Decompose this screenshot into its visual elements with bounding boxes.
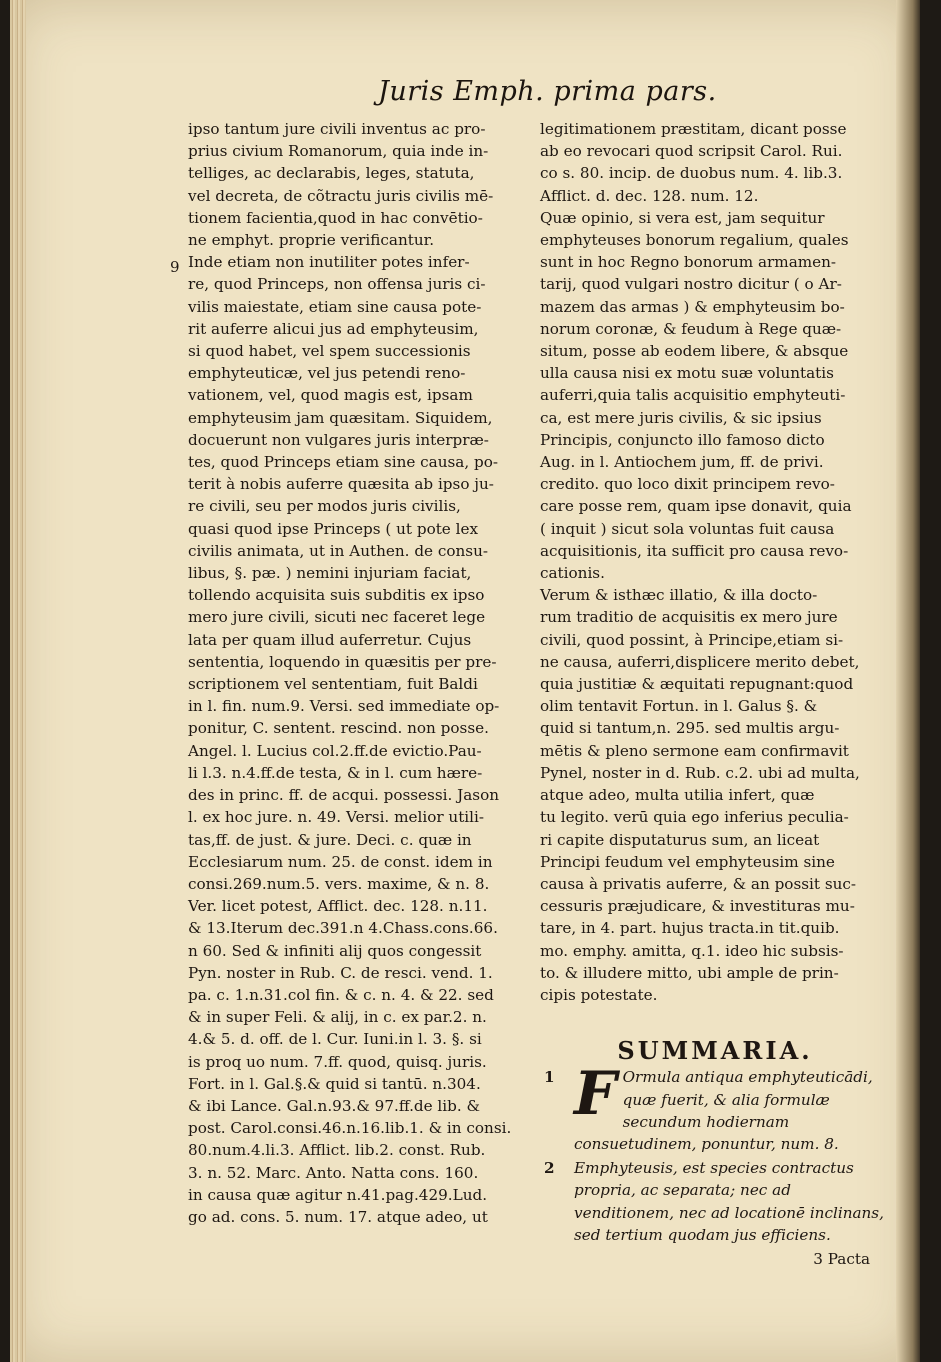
summary-item-text: Ormula antiqua emphyteuticādi, quæ fuerit, & alia formulæ secundum hodiernam consuetudinem, ponuntur, num. 8. — [574, 1068, 873, 1153]
summary-item-number: 2 — [544, 1159, 555, 1178]
right-column-text — [540, 118, 890, 1006]
text-line: tas,ff. de just. & jure. Deci. c. quæ in — [188, 830, 472, 849]
text-line: sententia, loquendo in quæsitis per pre- — [188, 652, 497, 671]
drop-cap: F — [574, 1059, 617, 1130]
text-line: situm, posse ab eodem libere, & absque — [540, 342, 849, 361]
text-line: cationis. — [540, 564, 605, 583]
text-line: tare, in 4. part. hujus tracta.in tit.quib. — [540, 919, 840, 938]
text-line: mētis & pleno sermone eam confirmavit — [540, 741, 849, 760]
text-line: Inde etiam non inutiliter potes infer- — [188, 253, 470, 272]
text-line: causa à privatis auferre, & an possit suc- — [540, 874, 857, 893]
page-edge-right — [896, 0, 920, 1362]
text-line: 80.num.4.li.3. Afflict. lib.2. const. Rub. — [188, 1141, 486, 1160]
text-line: cessuris præjudicare, & investituras mu- — [540, 897, 855, 916]
text-line: Verum & isthæc illatio, & illa docto- — [540, 586, 818, 605]
text-line: 4.& 5. d. off. de l. Cur. Iuni.in l. 3. §. si — [188, 1030, 482, 1049]
catchword: 3 Pacta — [813, 1249, 870, 1268]
text-line: Angel. l. Lucius col.2.ff.de evictio.Pau- — [188, 741, 482, 760]
text-line: co s. 80. incip. de duobus num. 4. lib.3. — [540, 164, 843, 183]
text-line: civili, quod possint, à Principe,etiam si- — [540, 630, 844, 649]
text-line: Quæ opinio, si vera est, jam sequitur — [540, 208, 825, 227]
text-line: & in super Feli. & alij, in c. ex par.2. n. — [188, 1008, 487, 1027]
text-line: pa. c. 1.n.31.col fin. & c. n. 4. & 22. sed — [188, 985, 494, 1004]
text-line: in causa quæ agitur n.41.pag.429.Lud. — [188, 1185, 488, 1204]
text-line: sunt in hoc Regno bonorum armamen- — [540, 253, 837, 272]
text-line: tollendo acquisita suis subditis ex ipso — [188, 586, 485, 605]
text-line: civilis animata, ut in Authen. de consu- — [188, 541, 489, 560]
right-column — [540, 118, 890, 1270]
text-line: & 13.Iterum dec.391.n 4.Chass.cons.66. — [188, 919, 498, 938]
text-line: telliges, ac declarabis, leges, statuta, — [188, 164, 475, 183]
text-line: acquisitionis, ita sufficit pro causa revo- — [540, 541, 849, 560]
text-line: auferri,quia talis acquisitio emphyteuti- — [540, 386, 846, 405]
text-line: ipso tantum jure civili inventus ac pro- — [188, 120, 486, 138]
text-line: si quod habet, vel spem successionis — [188, 342, 471, 361]
text-line: ulla causa nisi ex motu suæ voluntatis — [540, 364, 834, 383]
text-line: rum traditio de acquisitis ex mero jure — [540, 608, 838, 627]
left-column — [188, 118, 528, 1228]
text-line: Pyn. noster in Rub. C. de resci. vend. 1. — [188, 963, 493, 982]
text-line: ( inquit ) sicut sola voluntas fuit causa — [540, 519, 835, 538]
text-line: libus, §. pæ. ) nemini injuriam faciat, — [188, 564, 472, 583]
page-edge-left — [10, 0, 26, 1362]
text-line: des in princ. ff. de acqui. possessi. Jason — [188, 786, 500, 805]
text-line: emphyteusim jam quæsitam. Siquidem, — [188, 408, 493, 427]
paragraph-number: 9 — [170, 258, 180, 276]
text-line: Principi feudum vel emphyteusim sine — [540, 852, 835, 871]
text-line: prius civium Romanorum, quia inde in- — [188, 142, 489, 161]
text-line: docuerunt non vulgares juris interpræ- — [188, 430, 489, 449]
text-line: care posse rem, quam ipse donavit, quia — [540, 497, 852, 516]
text-line: credito. quo loco dixit principem revo- — [540, 475, 835, 494]
text-line: Ecclesiarum num. 25. de const. idem in — [188, 852, 493, 871]
text-line: emphyteuticæ, vel jus petendi reno- — [188, 364, 466, 383]
text-line: legitimationem præstitam, dicant posse — [540, 120, 847, 138]
text-line: tionem facientia,quod in hac convētio- — [188, 208, 483, 227]
text-line: atque adeo, multa utilia infert, quæ — [540, 786, 815, 805]
text-line: Principis, conjuncto illo famoso dicto — [540, 430, 825, 449]
text-line: tu legito. verū quia ego inferius peculia- — [540, 808, 849, 827]
text-line: n 60. Sed & infiniti alij quos congessit — [188, 941, 482, 960]
running-head: Juris Emph. prima pars. — [378, 76, 717, 107]
text-line: ne emphyt. proprie verificantur. — [188, 231, 435, 250]
text-line: mazem das armas ) & emphyteusim bo- — [540, 297, 845, 316]
text-line: to. & illudere mitto, ubi ample de prin- — [540, 963, 839, 982]
text-line: is proq uo num. 7.ff. quod, quisq. juris. — [188, 1052, 487, 1071]
text-line: ponitur, C. sentent. rescind. non posse. — [188, 719, 489, 738]
text-line: Pynel, noster in d. Rub. c.2. ubi ad multa, — [540, 763, 860, 782]
text-line: Afflict. d. dec. 128. num. 12. — [540, 186, 759, 205]
text-line: mo. emphy. amitta, q.1. ideo hic subsis- — [540, 941, 844, 960]
text-line: ne causa, auferri,displicere merito debet, — [540, 652, 860, 671]
text-line: 3. n. 52. Marc. Anto. Natta cons. 160. — [188, 1163, 479, 1182]
book-page — [10, 0, 920, 1362]
summary-item — [540, 1059, 890, 1155]
text-line: vel decreta, de cõtractu juris civilis mē- — [188, 186, 494, 205]
text-line: quid si tantum,n. 295. sed multis argu- — [540, 719, 840, 738]
text-line: & ibi Lance. Gal.n.93.& 97.ff.de lib. & — [188, 1096, 481, 1115]
text-line: rit auferre alicui jus ad emphyteusim, — [188, 319, 479, 338]
text-line: go ad. cons. 5. num. 17. atque adeo, ut — [188, 1207, 488, 1226]
summary-item — [540, 1157, 890, 1246]
text-line: olim tentavit Fortun. in l. Galus §. & — [540, 697, 818, 716]
summary-item-number: 1 — [544, 1068, 555, 1087]
text-line: tarij, quod vulgari nostro dicitur ( o Ar- — [540, 275, 842, 294]
summaria-title: SUMMARIA. — [617, 1036, 813, 1066]
text-line: vilis maiestate, etiam sine causa pote- — [188, 297, 482, 316]
text-line: in l. fin. num.9. Versi. sed immediate op- — [188, 697, 500, 716]
text-line: Fort. in l. Gal.§.& quid si tantū. n.304. — [188, 1074, 481, 1093]
text-line: cipis potestate. — [540, 985, 658, 1004]
text-line: post. Carol.consi.46.n.16.lib.1. & in consi. — [188, 1119, 512, 1138]
text-line: scriptionem vel sententiam, fuit Baldi — [188, 675, 478, 694]
text-line: quia justitiæ & æquitati repugnant:quod — [540, 675, 854, 694]
text-line: li l.3. n.4.ff.de testa, & in l. cum hære- — [188, 763, 483, 782]
text-line: quasi quod ipse Princeps ( ut pote lex — [188, 519, 479, 538]
text-line: mero jure civili, sicuti nec faceret lege — [188, 608, 486, 627]
text-line: Aug. in l. Antiochem jum, ff. de privi. — [540, 453, 824, 472]
summary-item-text: Emphyteusis, est species contractus propria, ac separata; nec ad venditionem, nec ad locationē inclinans, sed tertium quodam jus efficiens. — [574, 1159, 884, 1244]
text-line: ri capite disputaturus sum, an liceat — [540, 830, 820, 849]
text-line: terit à nobis auferre quæsita ab ipso ju- — [188, 475, 494, 494]
text-line: lata per quam illud auferretur. Cujus — [188, 630, 472, 649]
text-line: tes, quod Princeps etiam sine causa, po- — [188, 453, 499, 472]
text-line: consi.269.num.5. vers. maxime, & n. 8. — [188, 874, 490, 893]
text-line: vationem, vel, quod magis est, ipsam — [188, 386, 473, 405]
text-line: re, quod Princeps, non offensa juris ci- — [188, 275, 486, 294]
text-line: ca, est mere juris civilis, & sic ipsius — [540, 408, 822, 427]
text-line: emphyteuses bonorum regalium, quales — [540, 231, 849, 250]
text-line: norum coronæ, & feudum à Rege quæ- — [540, 319, 842, 338]
text-line: re civili, seu per modos juris civilis, — [188, 497, 461, 516]
text-line: ab eo revocari quod scripsit Carol. Rui. — [540, 142, 843, 161]
text-line: Ver. licet potest, Afflict. dec. 128. n.11. — [188, 897, 488, 916]
text-line: l. ex hoc jure. n. 49. Versi. melior utili- — [188, 808, 485, 827]
